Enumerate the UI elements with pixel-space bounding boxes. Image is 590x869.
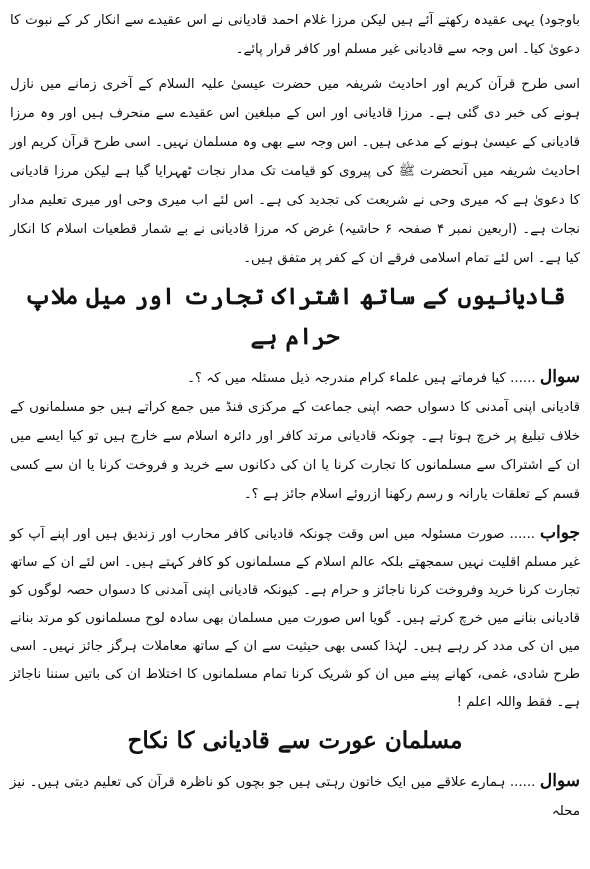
- section-heading-trade: قادیانیوں کے ساتھ اشتراک تجارت اور میل ملاپ حرام ہے: [24, 283, 566, 350]
- intro-paragraph-2: اسی طرح قرآن کریم اور احادیث شریفہ میں حضرت عیسیٰ علیہ السلام کے آخری زمانے میں نازل ہونے کی خبر دی گئی ہے۔ مرزا قادیانی اور اس کے مبلغین اس عقیدے سے منحرف ہیں اور وہ مرزا قادیانی کے عیسیٰ ہونے کے مدعی ہیں۔ اس وجہ سے بھی وہ مسلمان نہیں۔ اسی طرح قرآن کریم اور احادیث شریفہ میں آنحضرت ﷺ کی پیروی کو قیامت تک مدار نجات ٹھہرایا گیا ہے لیکن مرزا قادیانی کا دعویٰ ہے کہ میری وحی نے شریعت کی تجدید کی ہے۔ اس لئے اب میری وحی اور میری تعلیم مدار نجات ہے۔ (اربعین نمبر ۴ صفحہ ۶ حاشیہ) غرض کہ مرزا قادیانی نے بے شمار قطعیات اسلام کا انکار کیا ہے۔ اس لئے تمام اسلامی فرقے ان کے کفر پر متفق ہیں۔: [10, 77, 580, 266]
- section-heading-marriage: مسلمان عورت سے قادیانی کا نکاح: [127, 727, 463, 754]
- question-text-2: ...... ہمارے علاقے میں ایک خاتون رہتی ہیں جو بچوں کو ناظرہ قرآن کی تعلیم دیتی ہیں۔ نیز محلہ: [10, 775, 580, 819]
- question-label: سوال: [539, 367, 580, 387]
- answer-text: ...... صورت مسئولہ میں اس وقت چونکہ قادیانی کافر محارب اور زندیق ہیں اور اپنے آپ کو غیر مسلم اقلیت نہیں سمجھتے بلکہ عالم اسلام کے مسلمانوں کو کافر کہتے ہیں۔ اس لئے ان کے ساتھ تجارت کرنا خرید وفروخت کرنا ناجائز و حرام ہے۔ کیونکہ قادیانی اپنی آمدنی کا دسواں حصہ لوگوں کو قادیانی بنانے میں خرچ کرتے ہیں۔ گویا اس صورت میں مسلمان بھی سادہ لوح مسلمانوں کو مرتد بنانے میں ان کی مدد کر رہے ہیں۔ لہٰذا کسی بھی حیثیت سے ان کے ساتھ معاملات ہرگز جائز نہیں۔ اسی طرح شادی، غمی، کھانے پینے میں ان کو شریک کرنا تمام مسلمانوں کا اختلاط ان کی باتیں سننا ناجائز ہے۔ فقط واللہ اعلم !: [10, 527, 580, 710]
- intro-paragraph-1: باوجود) یہی عقیدہ رکھتے آئے ہیں لیکن مرزا غلام احمد قادیانی نے اس عقیدے سے انکار کر کے نبوت کا دعویٰ کیا۔ اس وجہ سے قادیانی غیر مسلم اور کافر قرار پائے۔: [10, 13, 580, 57]
- answer-paragraph: [10, 519, 580, 717]
- answer-label: جواب: [539, 523, 580, 543]
- question-intro: ...... کیا فرماتے ہیں علماء کرام مندرجہ ذیل مسئلہ میں کہ ؟۔: [187, 371, 536, 386]
- question-body: قادیانی اپنی آمدنی کا دسواں حصہ اپنی جماعت کے مرکزی فنڈ میں جمع کراتے ہیں جو مسلمانوں کے خلاف تبلیغ پر خرچ ہوتا ہے۔ چونکہ قادیانی مرتد کافر اور دائرہ اسلام سے خارج ہیں تو کیا ایسے میں ان کے اشتراک سے مسلمانوں کا تجارت کرنا یا ان کی دکانوں سے خرید و فروخت کرنا یا ان سے کسی قسم کے تعلقات یارانہ و رسم رکھنا ازروئے اسلام جائز ہے ؟۔: [10, 400, 580, 502]
- question-line: [10, 363, 580, 393]
- question-label-2: سوال: [539, 771, 580, 791]
- question-line-2: [10, 767, 580, 826]
